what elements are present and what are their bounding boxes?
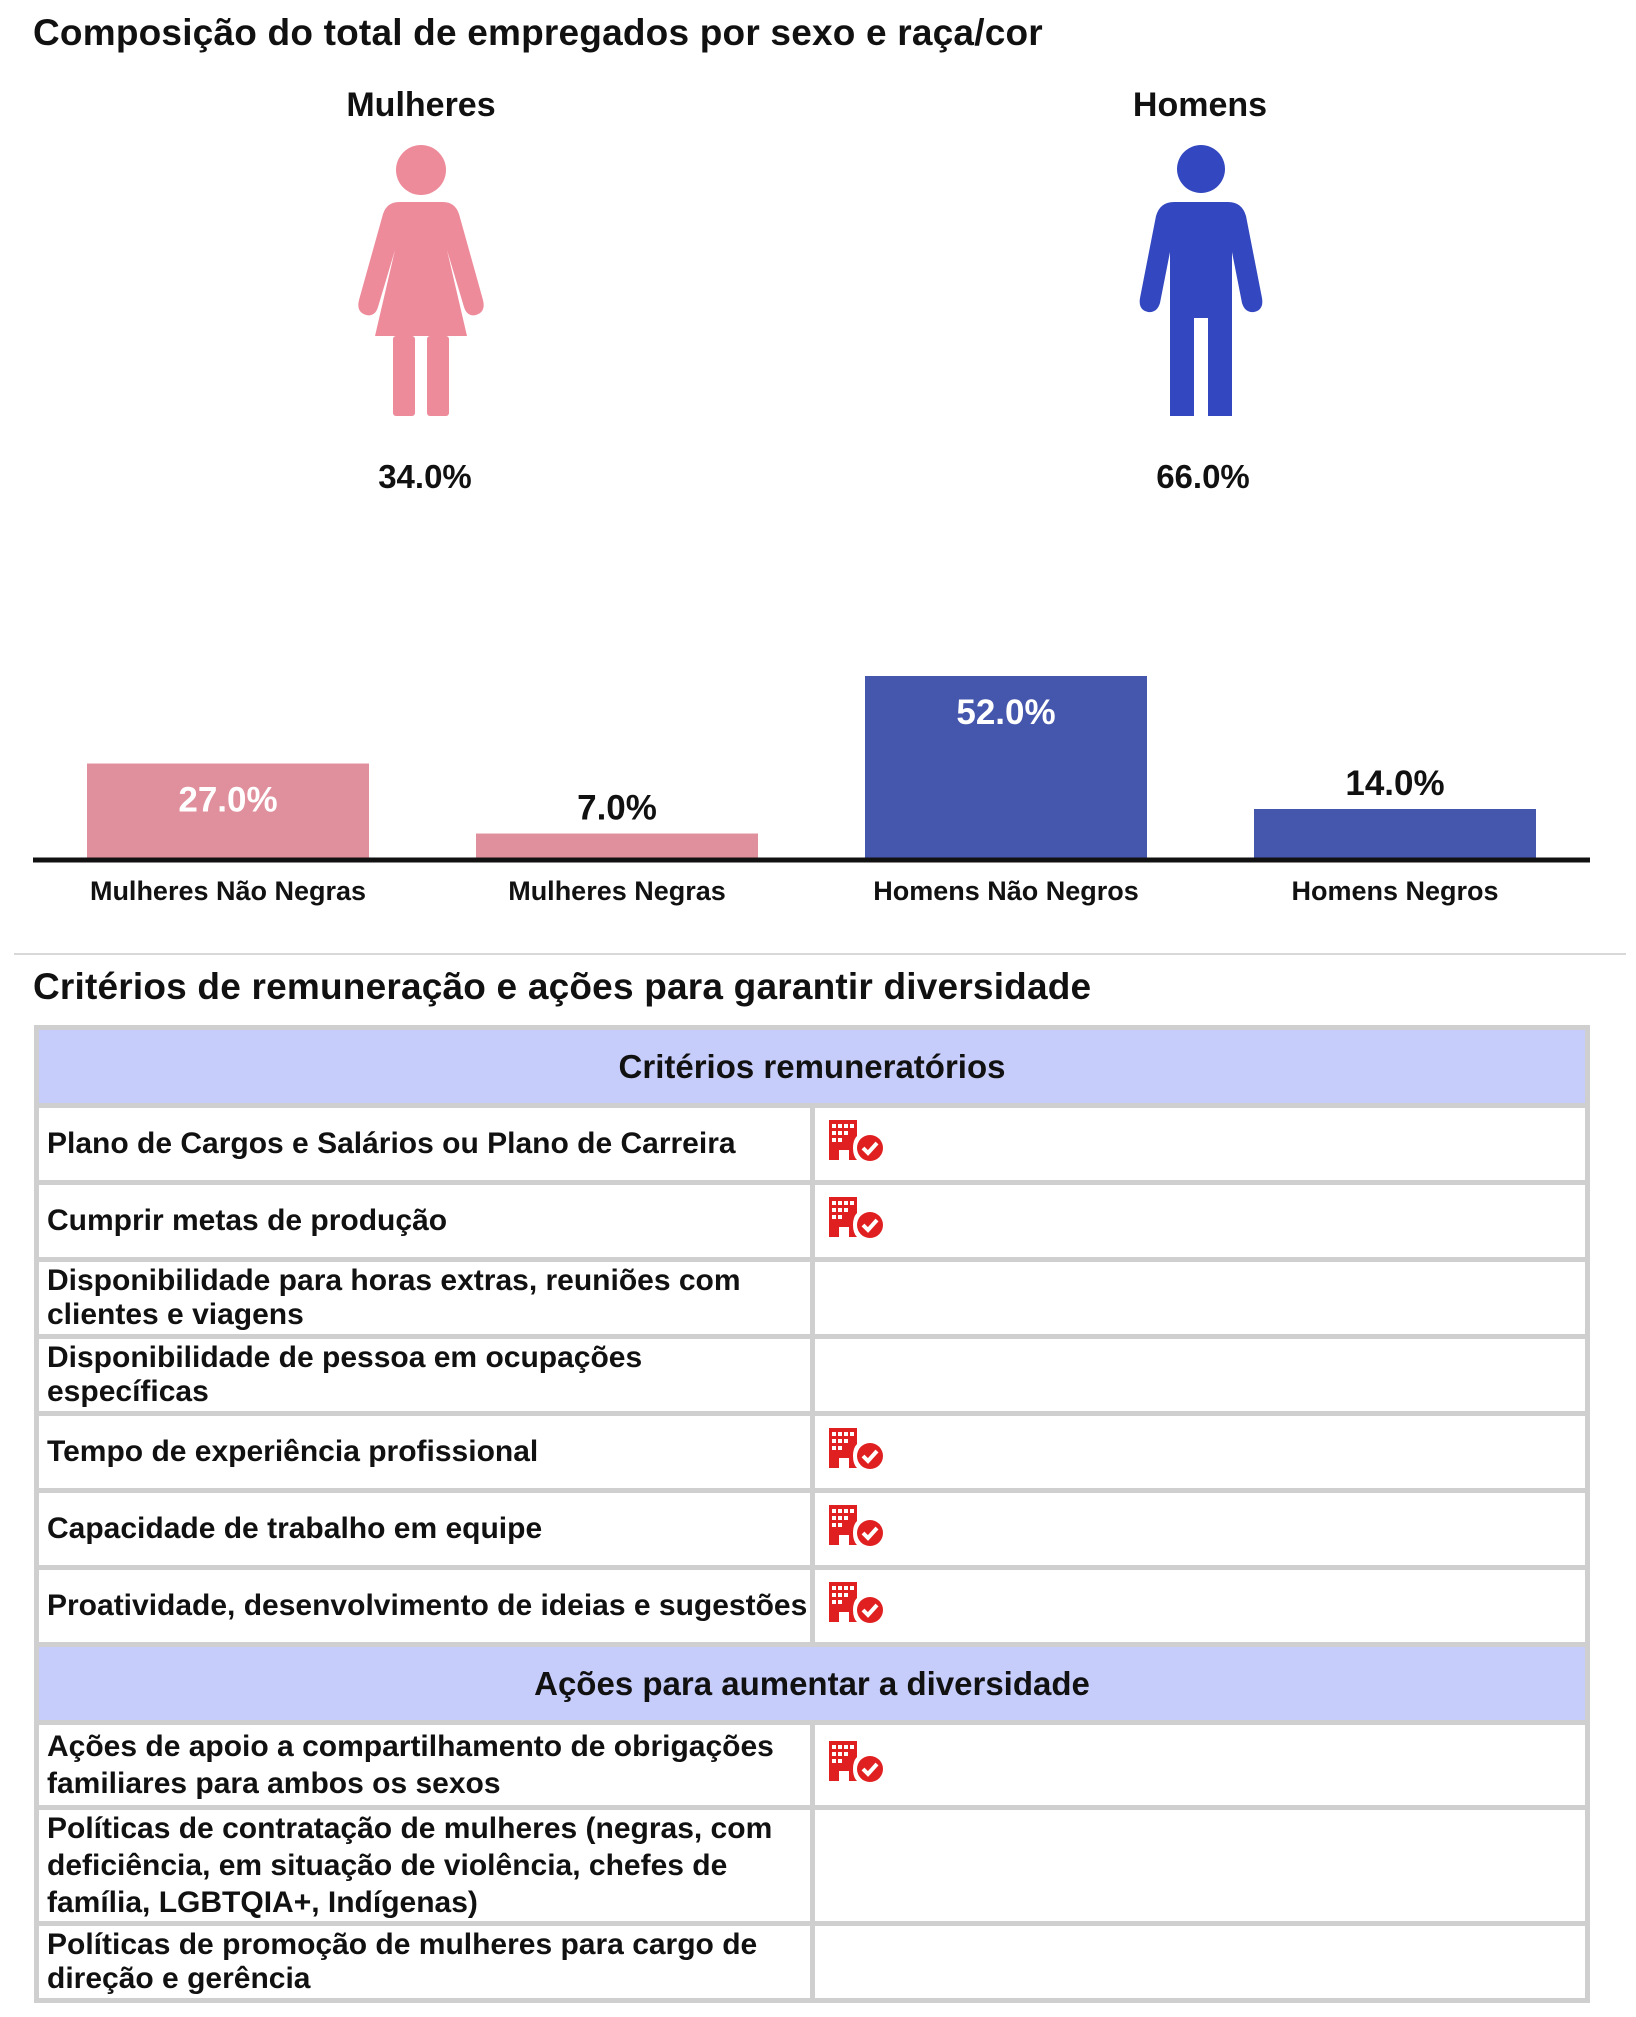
bar-chart — [0, 640, 1636, 920]
row-status-cell — [812, 1337, 1588, 1414]
data-label-1: 7.0% — [577, 788, 657, 828]
building-check-icon — [827, 1580, 885, 1632]
row-label: Políticas de promoção de mulheres para cargo de direção e gerência — [37, 1924, 813, 2001]
building-check-icon — [827, 1426, 885, 1478]
row-status-cell — [812, 1723, 1588, 1808]
table-row — [37, 1183, 1588, 1260]
x-tick-label-2: Homens Não Negros — [873, 876, 1139, 906]
x-tick-label-1: Mulheres Negras — [508, 876, 726, 906]
data-label-0: 27.0% — [178, 780, 278, 820]
data-label-3: 14.0% — [1345, 764, 1445, 803]
section-title-composition: Composição do total de empregados por sexo e raça/cor — [33, 12, 1043, 53]
row-status-cell — [812, 1491, 1588, 1568]
woman-icon — [355, 140, 487, 420]
table-row — [37, 1723, 1588, 1808]
building-check-icon — [827, 1503, 885, 1555]
row-label: Tempo de experiência profissional — [37, 1414, 813, 1491]
criteria-table — [34, 1025, 1590, 2003]
bar-3 — [1254, 809, 1536, 858]
x-tick-label-3: Homens Negros — [1291, 876, 1499, 906]
table-row — [37, 1924, 1588, 2001]
x-tick-label-0: Mulheres Não Negras — [89, 876, 367, 906]
row-label: Cumprir metas de produção — [37, 1183, 813, 1260]
table-header-actions-cell: Ações para aumentar a diversidade — [37, 1645, 1588, 1723]
building-check-icon — [827, 1195, 885, 1247]
bar-1 — [476, 834, 758, 859]
table-row — [37, 1568, 1588, 1645]
row-status-cell — [812, 1568, 1588, 1645]
row-status-cell — [812, 1924, 1588, 2001]
table-row — [37, 1414, 1588, 1491]
row-status-cell — [812, 1808, 1588, 1924]
row-label: Disponibilidade para horas extras, reuniões com clientes e viagens — [37, 1260, 813, 1337]
section-divider — [14, 953, 1626, 955]
man-icon — [1138, 140, 1264, 420]
row-status-cell — [812, 1183, 1588, 1260]
data-label-2: 52.0% — [956, 693, 1056, 732]
table-row — [37, 1106, 1588, 1183]
row-status-cell — [812, 1414, 1588, 1491]
row-status-cell — [812, 1260, 1588, 1337]
table-header-actions — [37, 1645, 1588, 1723]
building-check-icon — [827, 1118, 885, 1170]
women-label: Mulheres — [346, 86, 496, 124]
women-percent: 34.0% — [378, 458, 472, 495]
section-title-criteria: Critérios de remuneração e ações para garantir diversidade — [33, 966, 1092, 1007]
row-label: Capacidade de trabalho em equipe — [37, 1491, 813, 1568]
table-row — [37, 1808, 1588, 1924]
table-row — [37, 1337, 1588, 1414]
row-label: Ações de apoio a compartilhamento de obrigações familiares para ambos os sexos — [37, 1723, 813, 1808]
table-header-criteria — [37, 1028, 1588, 1106]
men-label: Homens — [1132, 86, 1268, 124]
table-row — [37, 1491, 1588, 1568]
row-label: Disponibilidade de pessoa em ocupações específicas — [37, 1337, 813, 1414]
building-check-icon — [827, 1739, 885, 1792]
table-header-criteria-cell: Critérios remuneratórios — [37, 1028, 1588, 1106]
row-label: Proatividade, desenvolvimento de ideias e sugestões — [37, 1568, 813, 1645]
men-percent: 66.0% — [1156, 458, 1250, 495]
tick-labels-group — [90, 876, 1499, 906]
bars-group — [87, 676, 1536, 858]
row-status-cell — [812, 1106, 1588, 1183]
row-label: Políticas de contratação de mulheres (negras, com deficiência, em situação de violência, chefes de família, LGBTQIA+, Indígenas) — [37, 1808, 813, 1924]
row-label: Plano de Cargos e Salários ou Plano de Carreira — [37, 1106, 813, 1183]
table-row — [37, 1260, 1588, 1337]
